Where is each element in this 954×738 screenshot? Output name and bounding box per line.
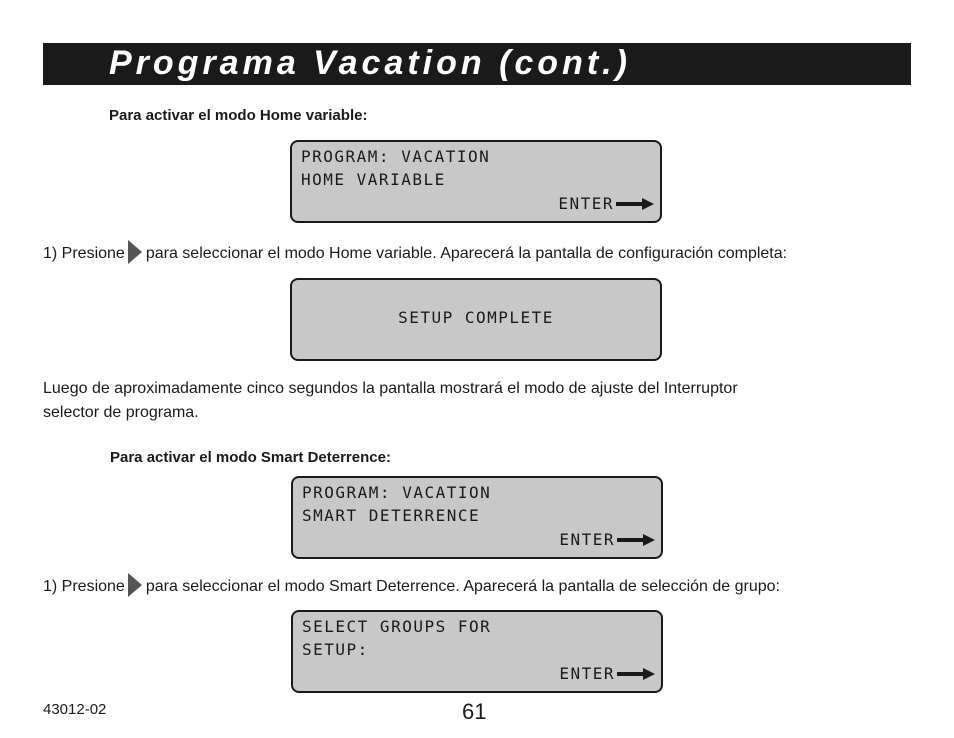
lcd-center-text: SETUP COMPLETE [398,308,554,327]
play-triangle-icon [128,240,142,270]
lcd-enter-indicator [559,664,655,684]
arrow-right-icon [617,665,655,684]
lcd-line-1: PROGRAM: VACATION [302,483,492,502]
note-line-2: selector de programa. [43,404,199,421]
lcd-line-2: SETUP: [302,640,369,659]
enter-label: ENTER [559,530,615,549]
smart-deterrence-step [43,573,780,603]
lcd-line-1: SELECT GROUPS FOR [302,617,492,636]
lcd-setup-complete [290,278,662,361]
step-prefix: 1) Presione [43,245,125,262]
lcd-line-2: HOME VARIABLE [301,170,446,189]
smart-deterrence-heading: Para activar el modo Smart Deterrence: [110,449,391,466]
document-code: 43012-02 [43,701,107,718]
title-bar [43,43,911,85]
lcd-home-variable [290,140,662,223]
home-variable-step [43,240,787,270]
page-title: Programa Vacation (cont.) [109,44,631,82]
step-prefix: 1) Presione [43,578,125,595]
note-line-1: Luego de aproximadamente cinco segundos la pantalla mostrará el modo de ajuste del Interruptor [43,380,738,397]
page-number: 61 [462,699,487,724]
lcd-enter-indicator [558,194,654,214]
step-suffix: para seleccionar el modo Smart Deterrence. Aparecerá la pantalla de selección de grupo: [145,578,780,595]
lcd-enter-indicator [559,530,655,550]
lcd-smart-deterrence [291,476,663,559]
lcd-line-2: SMART DETERRENCE [302,506,481,525]
arrow-right-icon [617,531,655,550]
home-variable-heading: Para activar el modo Home variable: [109,107,368,124]
enter-label: ENTER [559,664,615,683]
lcd-line-1: PROGRAM: VACATION [301,147,491,166]
lcd-select-groups [291,610,663,693]
step-suffix: para seleccionar el modo Home variable. Aparecerá la pantalla de configuración completa: [145,245,788,262]
play-triangle-icon [128,573,142,603]
arrow-right-icon [616,195,654,214]
enter-label: ENTER [558,194,614,213]
